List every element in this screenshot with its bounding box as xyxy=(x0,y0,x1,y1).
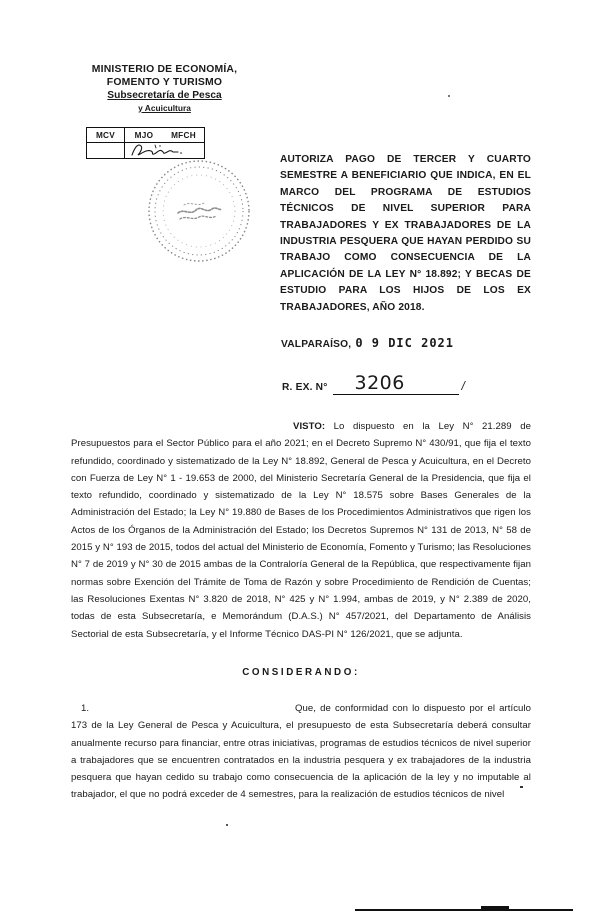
issue-date-stamp: 0 9 DIC 2021 xyxy=(355,336,455,350)
initials-cell-mjo: MJO xyxy=(134,130,154,140)
initials-cell-mcv: MCV xyxy=(87,128,125,142)
letterhead xyxy=(62,64,267,113)
scan-artifact-line xyxy=(355,909,573,911)
ministry-name-line1: MINISTERIO DE ECONOMÍA, xyxy=(91,64,238,75)
issue-place: VALPARAÍSO, xyxy=(281,339,352,350)
ministry-name-line2: FOMENTO Y TURISMO xyxy=(106,76,223,88)
department-name: Subsecretaría de Pesca xyxy=(107,90,222,102)
scan-artifact-dot-b xyxy=(520,786,523,788)
scan-artifact-blob xyxy=(481,906,509,910)
considerando-item-number: 1. xyxy=(81,703,90,714)
visto-text: Lo dispuesto en la Ley N° 21.289 de Presupuestos para el Sector Público para el año 2021; en el Decreto Supremo N° 430/91, que fija el texto refundido, coordinado y sistematizado de la Ley N° 18.892, General de Pesca y Acuicultura, en el Decreto con Fuerza de Ley N° 1 - 19.653 de 2000, del Ministerio Secretaría General de la Presidencia, que fija el texto refundido, coordinado y sistematizado de la Ley N° 18.575 sobre Bases Generales de la Administración del Estado; la Ley N° 19.880 de Bases de los Procedimientos Administrativos que rigen los Actos de los Órganos de la Administración del Estado; los Decretos Supremos N° 131 de 2013, N° 58 de 2015 y N° 193 de 2015, todos del actual del Ministerio de Economía, Fomento y Turismo; las Resoluciones N° 7 de 2019 y N° 30 de 2015 ambas de la Contraloría General de la República, que respectivamente fijan normas sobre Exención del Trámite de Toma de Razón y sobre Procedimiento de Rendición de Cuentas; las Resoluciones Exentas N° 3.820 de 2018, N° 425 y N° 1.994, ambas de 2019, y N° 2.389 de 2020, todas de esta Subsecretaría, e Memorándum (D.A.S.) N° 457/2021, del Departamento de Análisis Sectorial de esta Subsecretaría, y el Informe Técnico DAS-PI N° 126/2021, que se adjunta. xyxy=(71,421,531,640)
scan-artifact-dot-c xyxy=(448,95,450,97)
initials-signature-space xyxy=(125,143,163,159)
initials-header-row xyxy=(87,128,204,143)
place-date-line xyxy=(281,336,454,350)
resolution-number-suffix: / xyxy=(461,379,465,393)
visto-paragraph xyxy=(71,418,531,643)
considerando-item-1 xyxy=(71,700,531,804)
resolution-number-rule xyxy=(333,374,459,395)
visto-keyword: VISTO: xyxy=(293,421,326,432)
resolution-number-value: 3206 xyxy=(354,372,405,394)
resolution-number-line xyxy=(282,374,465,395)
initials-signature-row xyxy=(87,143,204,159)
initials-cell-mfch: MFCH xyxy=(171,130,196,140)
resolution-title: AUTORIZA PAGO DE TERCER Y CUARTO SEMESTRE A BENEFICIARIO QUE INDICA, EN EL MARCO DEL PROGRAMA DE ESTUDIOS TÉCNICOS DE NIVEL SUPERIOR PARA TRABAJADORES Y EX TRABAJADORES DE LA INDUSTRIA PESQUERA QUE HAYAN PERDIDO SU TRABAJO COMO CONSECUENCIA DE LA APLICACIÓN DE LA LEY N° 18.892; Y BECAS DE ESTUDIO PARA LOS HIJOS DE LOS EX TRABAJADORES, AÑO 2018. xyxy=(280,154,531,313)
initials-signature-empty xyxy=(87,143,125,159)
considerando-heading: CONSIDERANDO: xyxy=(242,667,360,678)
considerando-item-text: Que, de conformidad con lo dispuesto por el artículo 173 de la Ley General de Pesca y Acuicultura, el presupuesto de esta Subsecretaría deberá consultar anualmente recurso para financiar, entre otras iniciativas, programas de estudios técnicos de nivel superior a trabajadores que se encuentren contratados en la industria pesquera y ex trabajadores de la industria pesquera que hayan cedido su trabajo como consecuencia de la aplicación de la ley y no imputable al trabajador, el que no podrá exceder de 4 semestres, para la realización de estudios técnicos de nivel xyxy=(71,703,531,801)
initials-routing-table xyxy=(86,127,205,159)
initials-signature-space-2 xyxy=(163,143,204,159)
scan-artifact-dot-a xyxy=(226,824,228,826)
considerando-item-lead xyxy=(71,700,295,717)
resolution-number-label: R. EX. N° xyxy=(282,382,328,393)
subdepartment-name: y Acuicultura xyxy=(138,102,191,113)
official-round-stamp-icon xyxy=(146,158,252,264)
